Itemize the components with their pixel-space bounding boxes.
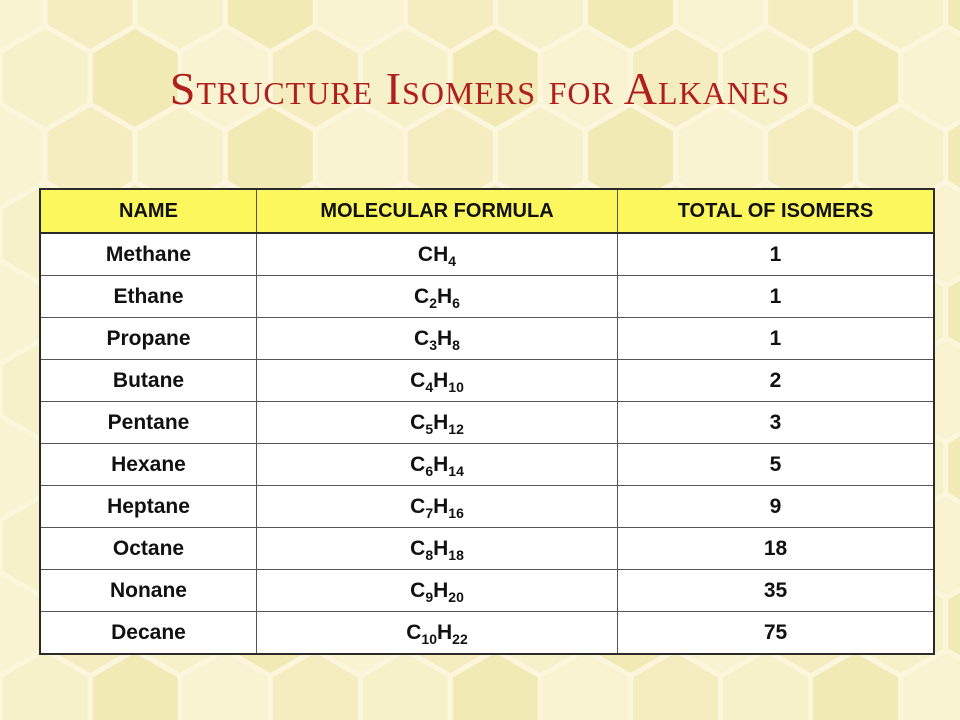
slide-title: Structure Isomers for Alkanes	[169, 63, 791, 114]
formula-subscript: 10	[421, 630, 437, 647]
table-row	[40, 318, 934, 360]
alkane-name-cell: Octane	[40, 528, 257, 570]
formula-element: H	[433, 494, 449, 518]
formula-element: H	[437, 284, 453, 308]
formula-element: H	[433, 410, 449, 434]
alkane-name-cell: Heptane	[40, 486, 257, 528]
table-row	[40, 444, 934, 486]
formula-subscript: 12	[448, 420, 464, 437]
molecular-formula-cell	[257, 402, 618, 444]
isomer-count-cell: 9	[618, 486, 935, 528]
formula-subscript: 8	[425, 546, 434, 563]
formula-subscript: 6	[452, 294, 460, 311]
table-body	[40, 233, 934, 654]
alkane-name-cell: Butane	[40, 360, 257, 402]
isomer-count-cell: 75	[618, 612, 935, 655]
isomer-count-cell: 1	[618, 318, 935, 360]
header-total-of-isomers: TOTAL OF ISOMERS	[618, 189, 935, 233]
formula-element: C	[410, 578, 426, 602]
alkane-name-cell: Methane	[40, 233, 257, 276]
table-row	[40, 233, 934, 276]
molecular-formula-cell	[257, 233, 618, 276]
molecular-formula-cell	[257, 570, 618, 612]
formula-element: C	[410, 452, 426, 476]
isomer-count-cell: 2	[618, 360, 935, 402]
formula-subscript: 10	[448, 378, 464, 395]
formula-element: H	[437, 326, 453, 350]
molecular-formula-cell	[257, 486, 618, 528]
formula-subscript: 16	[448, 504, 464, 521]
molecular-formula-cell	[257, 612, 618, 655]
formula-subscript: 22	[452, 630, 468, 647]
formula-subscript: 7	[425, 504, 434, 521]
table-row	[40, 612, 934, 655]
formula-element: H	[433, 536, 449, 560]
molecular-formula-cell	[257, 318, 618, 360]
formula-element: C	[410, 368, 426, 392]
formula-element: H	[433, 368, 449, 392]
formula-element: C	[406, 620, 422, 644]
formula-subscript: 4	[425, 378, 434, 395]
molecular-formula-cell	[257, 444, 618, 486]
formula-subscript: 18	[448, 546, 464, 563]
header-molecular-formula: MOLECULAR FORMULA	[257, 189, 618, 233]
formula-element: C	[414, 284, 430, 308]
formula-element: H	[433, 452, 449, 476]
formula-subscript: 20	[448, 588, 464, 605]
formula-subscript: 8	[452, 336, 460, 353]
alkane-name-cell: Ethane	[40, 276, 257, 318]
table-row	[40, 528, 934, 570]
isomer-count-cell: 35	[618, 570, 935, 612]
header-name: NAME	[40, 189, 257, 233]
table-header-row	[40, 189, 934, 233]
isomer-count-cell: 3	[618, 402, 935, 444]
alkane-name-cell: Propane	[40, 318, 257, 360]
formula-element: H	[437, 620, 453, 644]
table-row	[40, 570, 934, 612]
formula-element: C	[410, 410, 426, 434]
table-row	[40, 276, 934, 318]
table-row	[40, 402, 934, 444]
formula-subscript: 6	[425, 462, 434, 479]
formula-element: C	[414, 326, 430, 350]
table-row	[40, 360, 934, 402]
alkane-name-cell: Pentane	[40, 402, 257, 444]
isomer-count-cell: 1	[618, 233, 935, 276]
molecular-formula-cell	[257, 360, 618, 402]
isomer-count-cell: 5	[618, 444, 935, 486]
formula-subscript: 5	[425, 420, 434, 437]
formula-element: CH	[417, 242, 449, 266]
alkane-name-cell: Nonane	[40, 570, 257, 612]
isomers-table	[39, 188, 935, 655]
formula-subscript: 14	[448, 462, 464, 479]
formula-element: C	[410, 536, 426, 560]
formula-element: H	[433, 578, 449, 602]
isomer-count-cell: 1	[618, 276, 935, 318]
formula-element: C	[410, 494, 426, 518]
alkane-name-cell: Hexane	[40, 444, 257, 486]
isomer-count-cell: 18	[618, 528, 935, 570]
molecular-formula-cell	[257, 276, 618, 318]
formula-subscript: 9	[425, 588, 434, 605]
alkane-name-cell: Decane	[40, 612, 257, 655]
molecular-formula-cell	[257, 528, 618, 570]
formula-subscript: 2	[429, 294, 437, 311]
formula-subscript: 4	[448, 252, 457, 269]
table-row	[40, 486, 934, 528]
formula-subscript: 3	[429, 336, 437, 353]
